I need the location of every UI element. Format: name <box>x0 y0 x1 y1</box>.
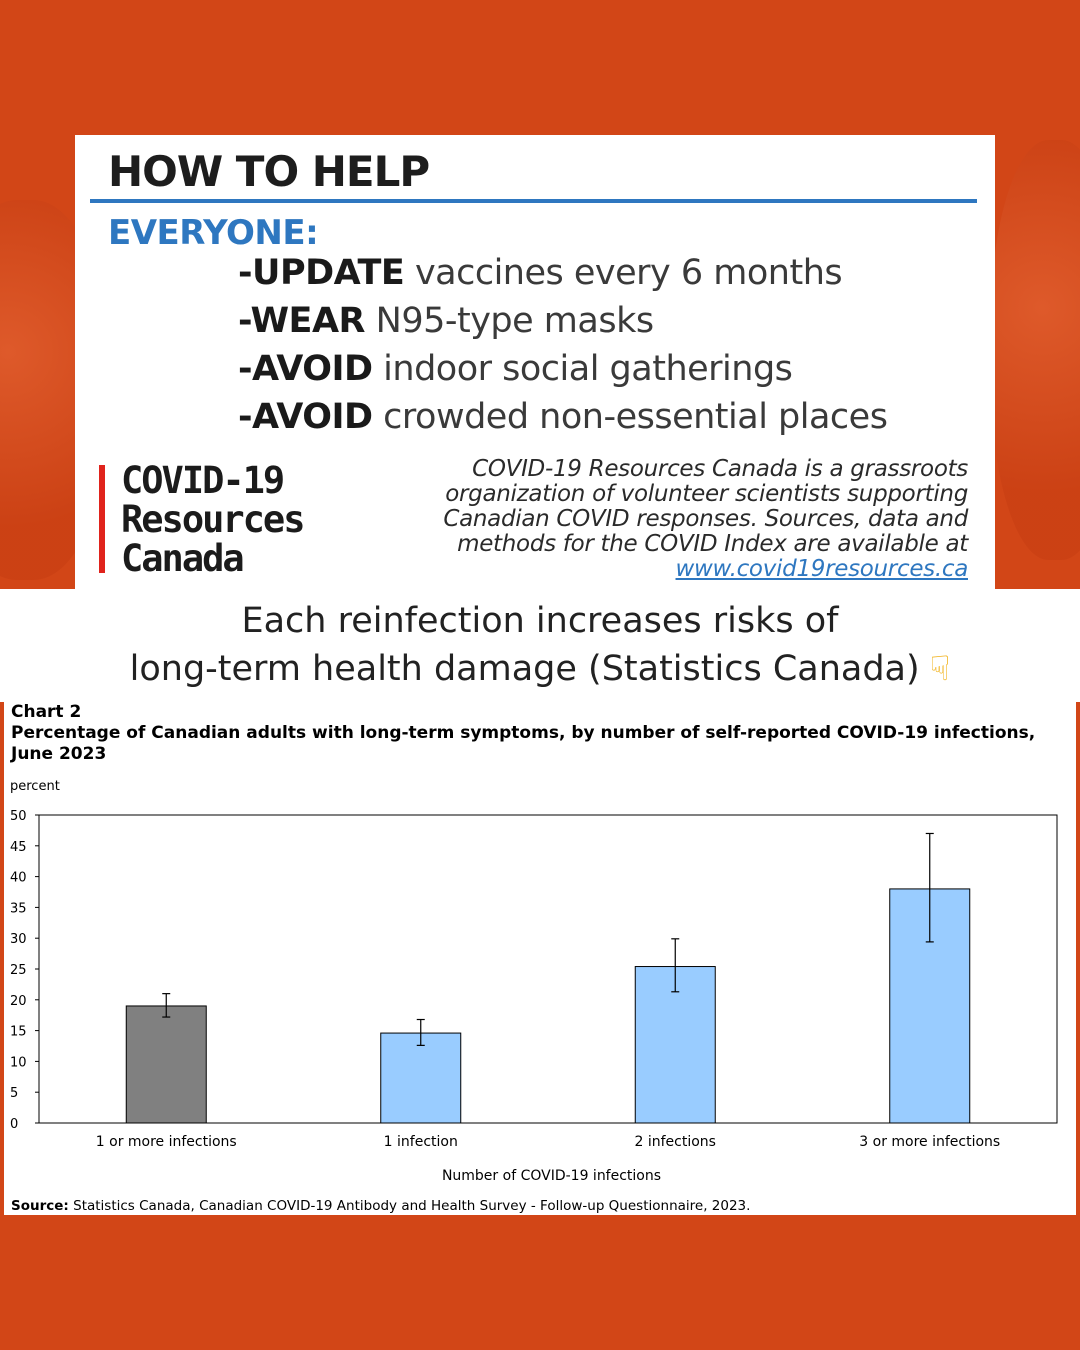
list-item: -WEAR N95-type masks <box>238 301 654 341</box>
bar-chart <box>4 702 1076 1215</box>
y-tick-label: 5 <box>10 1086 19 1102</box>
headline: Each reinfection increases risks of long-term health damage (Statistics Canada) ☟ <box>0 597 1080 693</box>
org-website-link[interactable]: www.covid19resources.ca <box>675 556 968 582</box>
org-logo-text: COVID-19 Resources Canada <box>121 459 304 580</box>
chart-title: Percentage of Canadian adults with long-term symptoms, by number of self-reported COVID-19 infections, June 2023 <box>11 723 1036 764</box>
help-title: HOW TO HELP <box>108 147 430 196</box>
bar <box>381 1033 461 1123</box>
y-tick-label: 45 <box>10 839 27 855</box>
y-axis-label: percent <box>10 779 60 794</box>
help-list <box>238 249 887 441</box>
y-tick-label: 10 <box>10 1055 27 1071</box>
x-tick-label: 1 or more infections <box>95 1134 237 1150</box>
logo-bar <box>99 465 105 573</box>
pointing-down-icon: ☟ <box>929 649 951 689</box>
chart-label: Chart 2 <box>11 702 82 722</box>
y-tick-label: 15 <box>10 1024 27 1040</box>
y-tick-label: 35 <box>10 901 27 917</box>
chart-panel <box>4 702 1076 1215</box>
title-divider <box>90 199 977 203</box>
y-tick-label: 30 <box>10 932 27 948</box>
x-tick-label: 3 or more infections <box>859 1134 1001 1150</box>
virus-decoration <box>990 140 1080 560</box>
list-item: -UPDATE vaccines every 6 months <box>238 253 843 293</box>
headline-band <box>0 589 1080 702</box>
x-tick-label: 2 infections <box>634 1134 716 1150</box>
y-tick-label: 0 <box>10 1117 19 1132</box>
y-tick-label: 50 <box>10 809 27 824</box>
list-item: -AVOID crowded non-essential places <box>238 397 888 437</box>
org-description: COVID-19 Resources Canada is a grassroots organization of volunteer scientists supporting Canadian COVID responses. Sources, data and methods for the COVID Index are available at <box>443 456 968 557</box>
bar <box>126 1006 206 1123</box>
x-axis-label: Number of COVID-19 infections <box>441 1168 662 1184</box>
list-item: -AVOID indoor social gatherings <box>238 349 793 389</box>
source-note: Source: Statistics Canada, Canadian COVID-19 Antibody and Health Survey - Follow-up Questionnaire, 2023. <box>11 1198 751 1214</box>
y-tick-label: 40 <box>10 870 27 886</box>
x-tick-label: 1 infection <box>383 1134 458 1150</box>
how-to-help-panel <box>75 135 995 589</box>
help-audience: EVERYONE: <box>108 213 319 253</box>
y-tick-label: 25 <box>10 963 27 978</box>
y-tick-label: 20 <box>10 993 27 1009</box>
